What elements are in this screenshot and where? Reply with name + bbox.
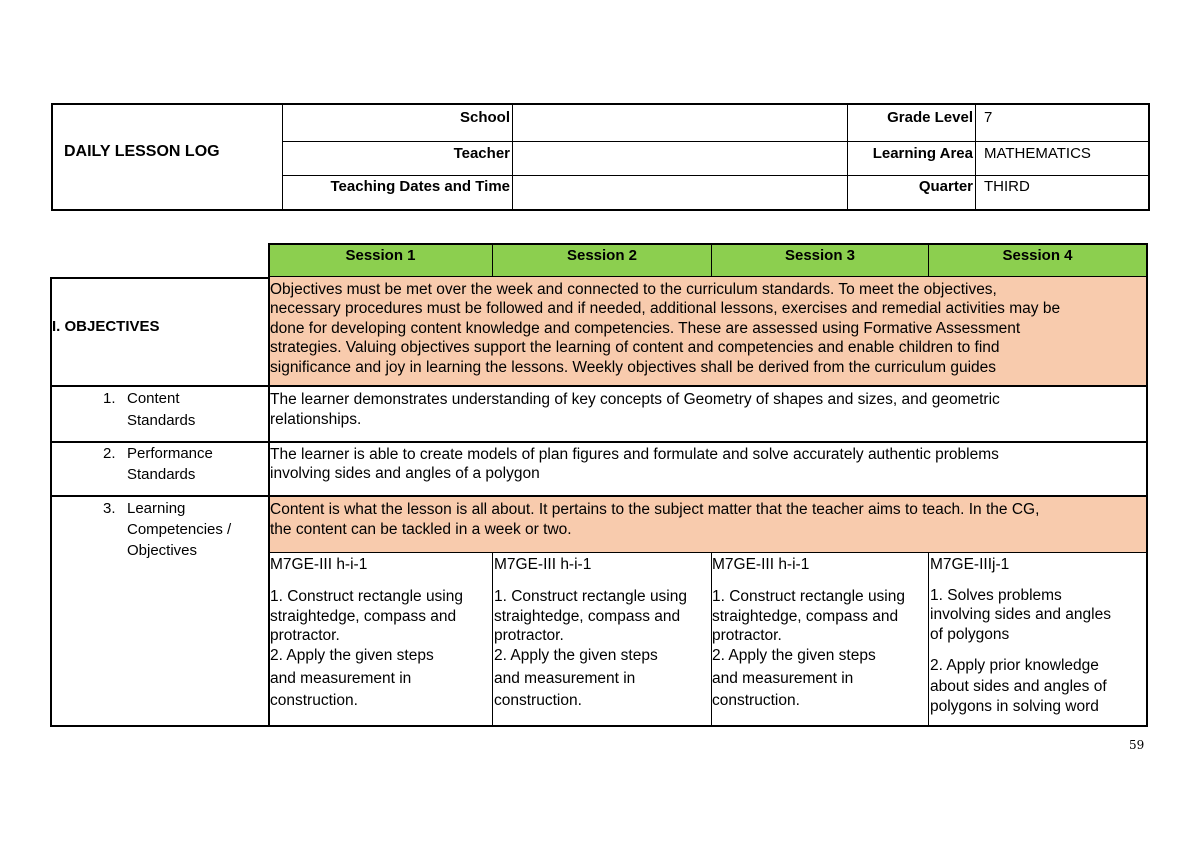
competency-code: M7GE-IIIj-1 [930,556,1010,573]
learning-area-value: MATHEMATICS [984,145,1091,162]
content-standards-text: relationships. [270,411,362,428]
school-label: School [459,109,510,126]
objective-line: involving sides and angles [930,606,1111,623]
performance-standards-label: Performance [127,445,213,462]
objective-line: 2. Apply the given steps [494,647,658,664]
objective-line: and measurement in [270,670,412,687]
divider [50,385,1148,387]
divider [512,104,513,210]
objective-line: polygons in solving word [930,698,1099,715]
objective-line: 2. Apply the given steps [270,647,434,664]
divider [1146,243,1148,727]
divider [268,276,1148,277]
objective-line: 1. Construct rectangle using [270,588,463,605]
objective-line: protractor. [494,627,564,644]
objectives-label: I. OBJECTIVES [52,318,160,335]
divider [282,175,1149,176]
objective-line: and measurement in [712,670,854,687]
objective-line: straightedge, compass and [494,608,681,625]
text-line: Objectives must be met over the week and connected to the curriculum standards. To meet the objectives, [270,281,997,298]
session-header-4: Session 4 [1002,247,1073,264]
divider [282,141,1149,142]
session-header-2: Session 2 [566,247,638,264]
competency-code: M7GE-III h-i-1 [712,556,810,573]
divider [847,104,848,210]
session-header-1: Session 1 [345,247,416,264]
performance-standards-text: involving sides and angles of a polygon [270,465,540,482]
text-line: done for developing content knowledge and competencies. These are assessed using Formative Assessment [270,320,1021,337]
divider [50,725,1148,727]
objective-line: construction. [712,692,800,709]
content-note-text: the content can be tackled in a week or two. [270,521,572,538]
quarter-label: Quarter [918,178,973,195]
learning-competencies-label: Objectives [127,542,198,559]
objective-line: construction. [494,692,582,709]
divider [269,552,1148,553]
objective-line: of polygons [930,626,1010,643]
content-standards-label: Standards [127,412,196,429]
competency-code: M7GE-III h-i-1 [494,556,592,573]
grade-level-label: Grade Level [887,109,973,126]
divider [50,277,269,279]
text-line: significance and joy in learning the lessons. Weekly objectives shall be derived from the curriculum guides [270,359,997,376]
learning-competencies-label: Learning [127,500,186,517]
objective-line: and measurement in [494,670,636,687]
content-note-text: Content is what the lesson is all about. It pertains to the subject matter that the teacher aims to teach. In the CG, [270,501,1040,518]
content-standards-text: The learner demonstrates understanding of key concepts of Geometry of shapes and sizes, and geometric [270,391,1000,408]
content-standards-number: 1. [103,390,116,407]
divider [50,277,52,727]
divider [268,243,1148,245]
text-line: strategies. Valuing objectives support the learning of content and competencies and enable children to find [270,339,1000,356]
divider [492,552,493,726]
competency-code: M7GE-III h-i-1 [270,556,368,573]
page-number: 59 [1129,738,1145,752]
teaching-dates-label: Teaching Dates and Time [330,178,510,195]
learning-area-label: Learning Area [872,145,973,162]
divider [282,104,283,210]
learning-competencies-label: Competencies / [127,521,232,538]
objective-line: 1. Construct rectangle using [712,588,905,605]
objective-line: construction. [270,692,358,709]
objective-line: 1. Construct rectangle using [494,588,687,605]
content-standards-label: Content [127,390,180,407]
performance-standards-label: Standards [127,466,196,483]
text-line: necessary procedures must be followed and if needed, additional lessons, exercises and remedial activities may be [270,300,1061,317]
objective-line: protractor. [270,627,340,644]
session-header-3: Session 3 [784,247,856,264]
objective-line: about sides and angles of [930,678,1107,695]
objective-line: 2. Apply the given steps [712,647,876,664]
document-title: DAILY LESSON LOG [64,143,220,160]
quarter-value: THIRD [984,178,1030,195]
performance-standards-number: 2. [103,445,116,462]
divider [50,441,1148,443]
objective-line: protractor. [712,627,782,644]
objective-line: 1. Solves problems [930,587,1062,604]
teacher-label: Teacher [453,145,510,162]
divider [975,104,976,210]
learning-competencies-number: 3. [103,500,116,517]
performance-standards-text: The learner is able to create models of plan figures and formulate and solve accurately authentic problems [270,446,999,463]
divider [50,495,1148,497]
grade-level-value: 7 [984,109,993,126]
objective-line: straightedge, compass and [270,608,457,625]
objective-line: straightedge, compass and [712,608,899,625]
objective-line: 2. Apply prior knowledge [930,657,1099,674]
divider [928,552,929,726]
